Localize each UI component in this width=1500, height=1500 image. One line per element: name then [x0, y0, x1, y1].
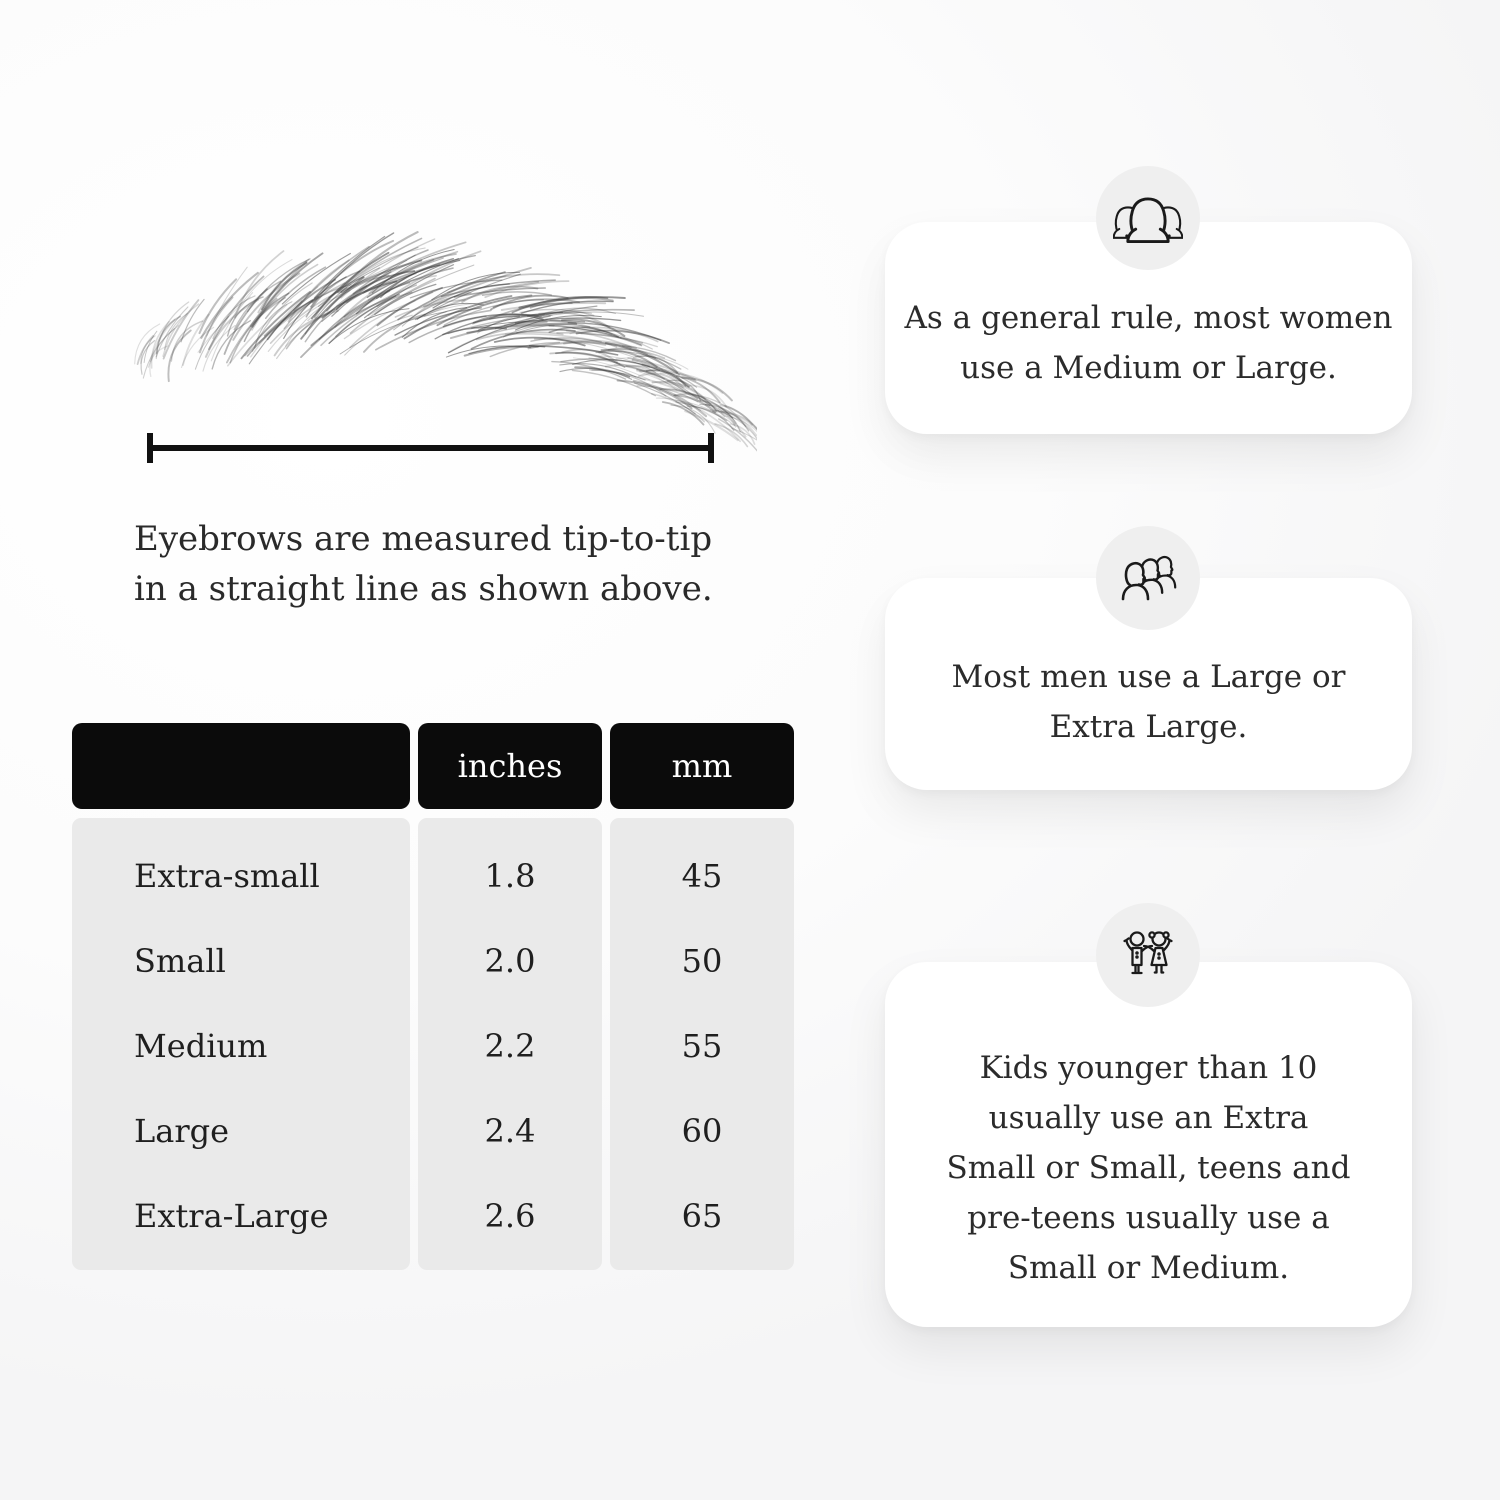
card-text-line: use a Medium or Large. [960, 350, 1337, 386]
cell-size-label: Medium [134, 1026, 268, 1065]
card-text-line: pre-teens usually use a [967, 1199, 1330, 1236]
cell-size-label: Small [134, 941, 226, 980]
kids-icon [1113, 924, 1183, 986]
cell-mm-value: 60 [681, 1111, 723, 1150]
cell-size-label: Extra-Large [134, 1196, 329, 1235]
cell-inches-value: 2.2 [484, 1026, 536, 1065]
cell-mm-value: 50 [681, 941, 723, 980]
card-text-line: Kids younger than 10 [979, 1049, 1318, 1086]
cell-mm-value: 65 [681, 1196, 723, 1235]
icon-circle [1096, 526, 1200, 630]
caption-line: in a straight line as shown above. [134, 569, 713, 609]
card-text-line: Extra Large. [1049, 709, 1248, 745]
table-header-size [72, 723, 410, 809]
card-text-line: usually use an Extra [988, 1099, 1309, 1136]
table-row [72, 918, 794, 1003]
table-row [72, 833, 794, 918]
table-row [72, 1003, 794, 1088]
cell-inches-value: 2.0 [484, 941, 536, 980]
cell-mm-value: 45 [681, 856, 723, 895]
table-body [72, 833, 794, 1258]
men-group-icon [1113, 549, 1183, 607]
table-row [72, 1173, 794, 1258]
cell-size-label: Large [134, 1111, 230, 1150]
cell-inches-value: 2.6 [484, 1196, 536, 1235]
women-group-icon [1113, 190, 1183, 246]
caption-line: Eyebrows are measured tip-to-tip [134, 519, 713, 559]
eyebrow-illustration [112, 222, 757, 452]
cell-size-label: Extra-small [134, 856, 320, 895]
card-text-line: Most men use a Large or [951, 659, 1346, 695]
measurement-line [143, 430, 718, 466]
table-row [72, 1088, 794, 1173]
card-text-line: Small or Medium. [1007, 1249, 1290, 1286]
icon-circle [1096, 903, 1200, 1007]
info-card-kids [885, 962, 1412, 1327]
table-header-mm: mm [610, 723, 794, 809]
measurement-caption [134, 514, 794, 614]
cell-inches-value: 2.4 [484, 1111, 536, 1150]
cell-inches-value: 1.8 [484, 856, 536, 895]
icon-circle [1096, 166, 1200, 270]
card-text-line: As a general rule, most women [904, 300, 1393, 336]
card-text-line: Small or Small, teens and [946, 1149, 1351, 1186]
cell-mm-value: 55 [681, 1026, 723, 1065]
table-header-inches: inches [418, 723, 602, 809]
